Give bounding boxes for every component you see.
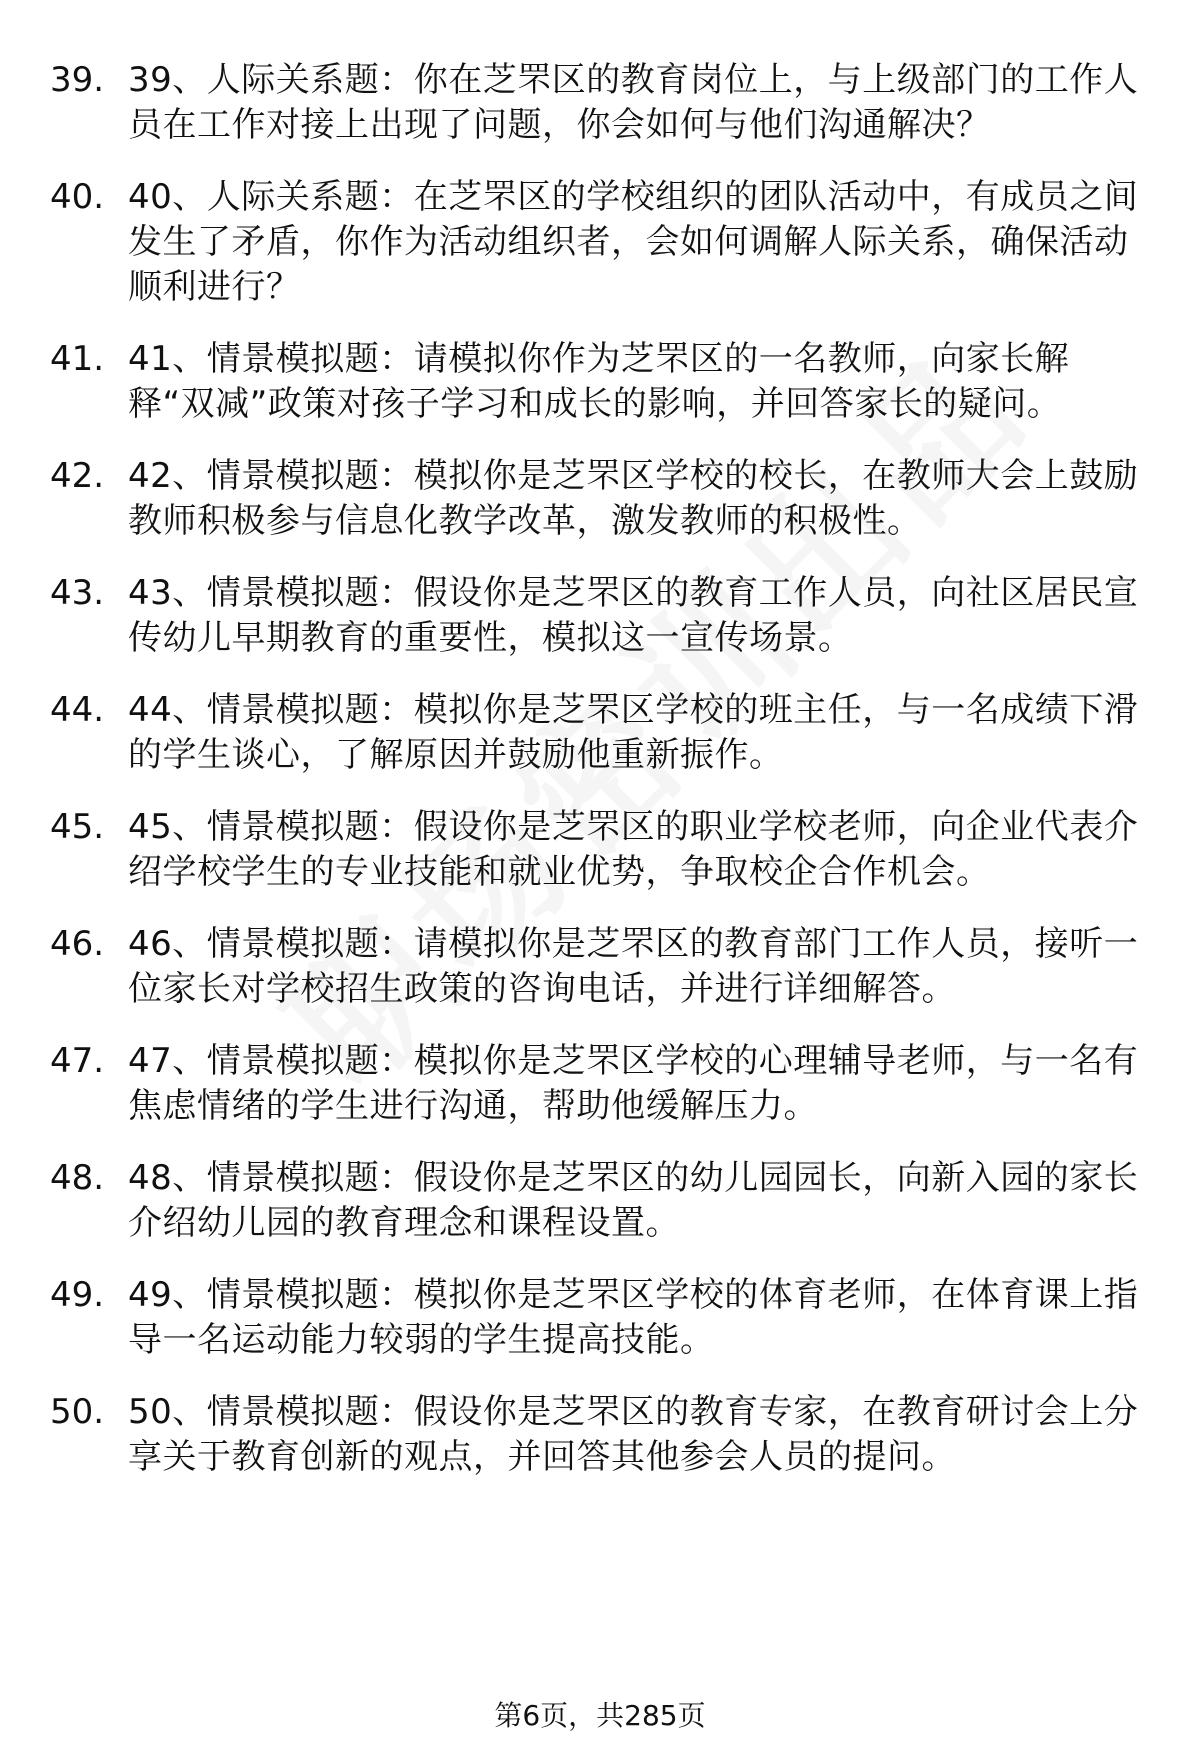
question-number: 43.: [50, 573, 105, 613]
question-text: 50、情景模拟题：假设你是芝罘区的教育专家，在教育研讨会上分享关于教育创新的观点，并回答其他参会人员的提问。: [128, 1392, 1139, 1477]
question-item-50: [50, 1390, 1150, 1480]
question-item-39: [50, 58, 1150, 148]
question-item-47: [50, 1039, 1150, 1129]
question-number: 46.: [50, 924, 105, 964]
question-number: 45.: [50, 807, 105, 847]
question-item-43: [50, 571, 1150, 661]
question-number: 50.: [50, 1392, 105, 1432]
question-item-42: [50, 454, 1150, 544]
question-number: 47.: [50, 1041, 105, 1081]
question-number: 41.: [50, 339, 105, 379]
question-text: 45、情景模拟题：假设你是芝罘区的职业学校老师，向企业代表介绍学校学生的专业技能和就业优势，争取校企合作机会。: [128, 807, 1139, 892]
question-number: 48.: [50, 1158, 105, 1198]
question-list: [50, 58, 1150, 1507]
question-number: 39.: [50, 60, 105, 100]
question-item-46: [50, 922, 1150, 1012]
question-text: 48、情景模拟题：假设你是芝罘区的幼儿园园长，向新入园的家长介绍幼儿园的教育理念和课程设置。: [128, 1158, 1139, 1243]
question-item-41: [50, 337, 1150, 427]
question-item-48: [50, 1156, 1150, 1246]
question-text: 46、情景模拟题：请模拟你是芝罘区的教育部门工作人员，接听一位家长对学校招生政策的咨询电话，并进行详细解答。: [128, 924, 1139, 1009]
question-item-40: [50, 175, 1150, 310]
question-text: 42、情景模拟题：模拟你是芝罘区学校的校长，在教师大会上鼓励教师积极参与信息化教学改革，激发教师的积极性。: [128, 456, 1139, 541]
question-item-49: [50, 1273, 1150, 1363]
question-number: 49.: [50, 1275, 105, 1315]
page-footer: 第6页，共285页: [494, 1699, 706, 1732]
question-item-45: [50, 805, 1150, 895]
question-number: 40.: [50, 177, 105, 217]
question-number: 44.: [50, 690, 105, 730]
question-text: 43、情景模拟题：假设你是芝罘区的教育工作人员，向社区居民宣传幼儿早期教育的重要性，模拟这一宣传场景。: [128, 573, 1139, 658]
question-item-44: [50, 688, 1150, 778]
question-text: 40、人际关系题：在芝罘区的学校组织的团队活动中，有成员之间发生了矛盾，你作为活动组织者，会如何调解人际关系，确保活动顺利进行？: [128, 177, 1139, 307]
question-text: 44、情景模拟题：模拟你是芝罘区学校的班主任，与一名成绩下滑的学生谈心，了解原因并鼓励他重新振作。: [128, 690, 1139, 775]
question-text: 47、情景模拟题：模拟你是芝罘区学校的心理辅导老师，与一名有焦虑情绪的学生进行沟通，帮助他缓解压力。: [128, 1041, 1139, 1126]
question-text: 41、情景模拟题：请模拟你作为芝罘区的一名教师，向家长解释“双减”政策对孩子学习和成长的影响，并回答家长的疑问。: [128, 339, 1070, 424]
question-text: 49、情景模拟题：模拟你是芝罘区学校的体育老师，在体育课上指导一名运动能力较弱的学生提高技能。: [128, 1275, 1139, 1360]
question-text: 39、人际关系题：你在芝罘区的教育岗位上，与上级部门的工作人员在工作对接上出现了问题，你会如何与他们沟通解决？: [128, 60, 1139, 145]
question-number: 42.: [50, 456, 105, 496]
